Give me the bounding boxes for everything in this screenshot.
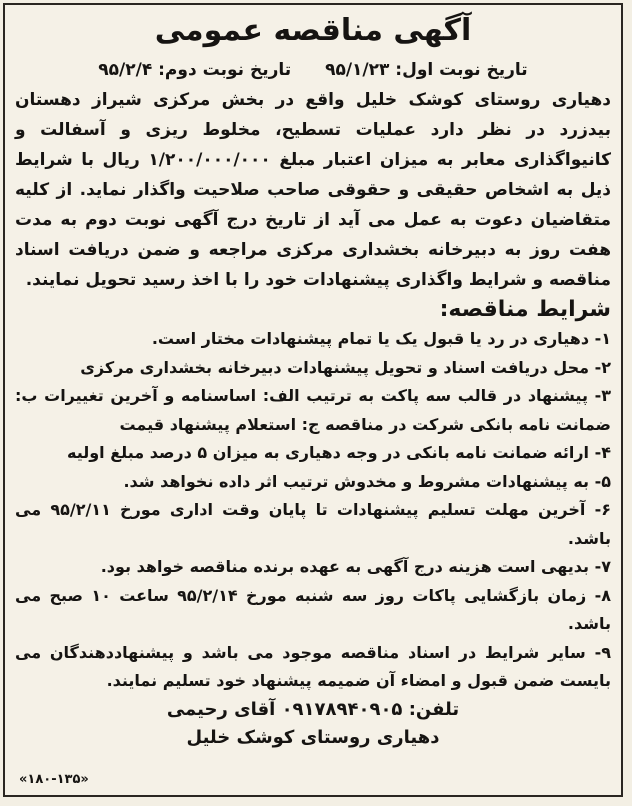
contact-phone: تلفن: ۰۹۱۷۸۹۴۰۹۰۵ آقای رحیمی bbox=[166, 698, 460, 720]
ad-code: «۱۸۰-۱۳۵» bbox=[19, 772, 89, 787]
conditions-list bbox=[15, 325, 611, 696]
condition-item: ۶- آخرین مهلت تسلیم پیشنهادات تا پایان وقت اداری مورخ ۹۵/۲/۱۱ می باشد. bbox=[15, 500, 612, 548]
condition-item: ۹- سایر شرایط در اسناد مناقصه موجود می باشد و پیشنهاددهندگان می بایست ضمن قبول و امضاء آن ضمیمه پیشنهاد خود تسلیم نمایند. bbox=[15, 642, 611, 690]
conditions-heading: شرایط مناقصه: bbox=[439, 297, 611, 322]
tender-notice bbox=[3, 3, 623, 797]
condition-item: ۸- زمان بازگشایی پاکات روز سه شنبه مورخ ۹۵/۲/۱۴ ساعت ۱۰ صبح می باشد. bbox=[15, 585, 611, 633]
issuer-name: دهیاری روستای کوشک خلیل bbox=[186, 726, 440, 748]
condition-item: ۲- محل دریافت اسناد و تحویل پیشنهادات دبیرخانه بخشداری مرکزی bbox=[80, 357, 611, 377]
notice-intro: دهیاری روستای کوشک خلیل واقع در بخش مرکزی شیراز دهستان بیدزرد در نظر دارد عملیات تسطیح، مخلوط ریزی و آسفالت و کانیواگذاری معابر به میزان اعتبار مبلغ ۱/۲۰۰/۰۰۰/۰۰۰ ریال با شرایط ذیل به اشخاص حقیقی و حقوقی صاحب صلاحیت واگذار نماید. از کلیه متقاضیان دعوت به عمل می آید از تاریخ درج آگهی نوبت دوم به مدت هفت روز به دبیرخانه بخشداری مرکزی مراجعه و ضمن دریافت اسناد مناقصه و شرایط واگذاری پیشنهادات خود را با اخذ رسید تحویل نمایند. bbox=[15, 90, 611, 290]
publication-dates bbox=[15, 55, 611, 85]
condition-item: ۳- پیشنهاد در قالب سه پاکت به ترتیب الف: اساسنامه و آخرین تغییرات ب: ضمانت نامه بانکی شرکت در مناقصه ج: استعلام پیشنهاد قیمت bbox=[15, 386, 611, 434]
notice-content bbox=[15, 11, 611, 752]
notice-title: آگهی مناقصه عمومی bbox=[154, 13, 472, 48]
condition-item: ۵- به پیشنهادات مشروط و مخدوش ترتیب اثر داده نخواهد شد. bbox=[123, 471, 611, 491]
condition-item: ۴- ارائه ضمانت نامه بانکی در وجه دهیاری به میزان ۵ درصد مبلغ اولیه bbox=[66, 443, 611, 462]
second-publication-date: تاریخ نوبت دوم: ۹۵/۲/۴ bbox=[98, 60, 292, 80]
condition-item: ۱- دهیاری در رد یا قبول یک یا تمام پیشنهادات مختار است. bbox=[151, 329, 611, 348]
condition-item: ۷- بدیهی است هزینه درج آگهی به عهده برنده مناقصه خواهد بود. bbox=[100, 557, 611, 576]
first-publication-date: تاریخ نوبت اول: ۹۵/۱/۲۳ bbox=[325, 60, 528, 80]
